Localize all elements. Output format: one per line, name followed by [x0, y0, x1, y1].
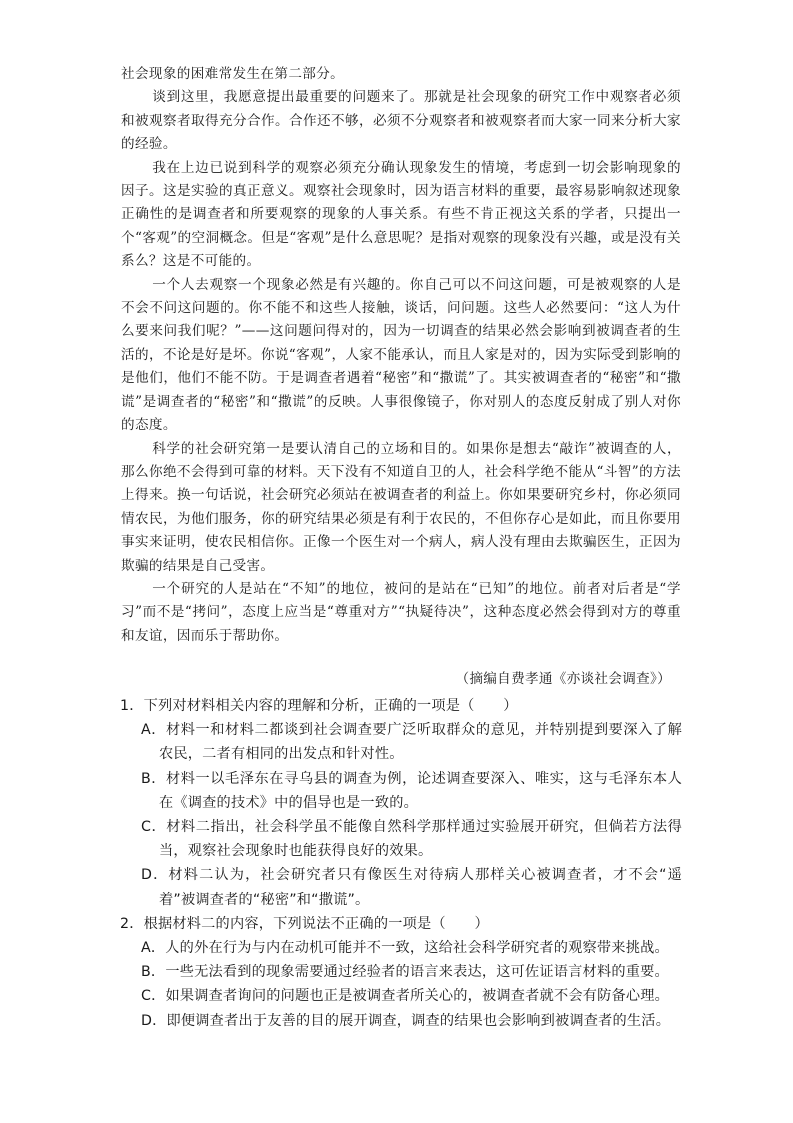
passage-source-citation: （摘编自费孝通《亦谈社会调查》） — [455, 671, 671, 687]
question-option-a: A．材料一和材料二都谈到社会调查要广泛听取群众的意见，并特别提到要深入了解农民，二者有相同的出发点和针对性。 — [141, 722, 682, 763]
passage-paragraph-1: 社会现象的困难常发生在第二部分。 — [121, 66, 345, 82]
question-option-c: C．如果调查者询问的问题也正是被调查者所关心的，被调查者就不会有防备心理。 — [141, 988, 670, 1005]
question-option-c: C．材料二指出，社会科学虽不能像自然科学那样通过实验展开研究，但倘若方法得当，观察社会现象时也能获得良好的效果。 — [141, 819, 682, 860]
question-option-b: B．一些无法看到的现象需要通过经验者的语言来表达，这可佐证语言材料的重要。 — [141, 964, 669, 981]
passage-paragraph-4: 一个人去观察一个现象必然是有兴趣的。你自己可以不问这问题，可是被观察的人是不会不问这问题的。你不能不和这些人接触，谈话，问问题。这些人必然要问：“这人为什么要来问我们呢？”——这问题问得对的，因为一切调查的结果必然会影响到被调查者的生活的，不论是好是坏。你说“客观”，人家不能承认，而且人家是对的，因为实际受到影响的是他们，他们不能不防。于是调查者遇着“秘密”和“撒谎”了。其实被调查者的“秘密”和“撒谎”是调查者的“秘密”和“撒谎”的反映。人事很像镜子，你对别人的态度反射成了别人对你的态度。 — [121, 276, 681, 434]
question-2 — [120, 912, 682, 1033]
passage-paragraph-3: 我在上边已说到科学的观察必须充分确认现象发生的情境，考虑到一切会影响现象的因子。这是实验的真正意义。观察社会现象时，因为语言材料的重要，最容易影响叙述现象正确性的是调查者和所要观察的现象的人事关系。有些不肯正视这关系的学者，只提出一个“客观”的空洞概念。但是“客观”是什么意思呢？是指对观察的现象没有兴趣，或是没有关系么？这是不可能的。 — [121, 159, 681, 270]
question-option-a: A．人的外在行为与内在动机可能并不一致，这给社会科学研究者的观察带来挑战。 — [141, 940, 669, 957]
question-1 — [120, 694, 682, 912]
question-option-d: D．材料二认为，社会研究者只有像医生对待病人那样关心被调查者，才不会“遥着”被调查者的“秘密”和“撒谎”。 — [141, 867, 682, 908]
passage-paragraph-2: 谈到这里，我愿意提出最重要的问题来了。那就是社会现象的研究工作中观察者必须和被观察者取得充分合作。合作还不够，必须不分观察者和被观察者而大家一同来分析大家的经验。 — [121, 89, 681, 153]
question-stem: 2．根据材料二的内容，下列说法不正确的一项是（ ） — [120, 915, 489, 932]
question-list — [120, 694, 682, 1033]
question-option-b: B．材料一以毛泽东在寻乌县的调查为例，论述调查要深入、唯实，这与毛泽东本人在《调查的技术》中的倡导也是一致的。 — [141, 770, 682, 811]
reading-passage — [121, 63, 681, 648]
question-stem: 1．下列对材料相关内容的理解和分析，正确的一项是（ ） — [120, 698, 518, 714]
passage-paragraph-5: 科学的社会研究第一是要认清自己的立场和目的。如果你是想去“敲诈”被调查的人，那么你绝不会得到可靠的材料。天下没有不知道自卫的人，社会科学绝不能从“斗智”的方法上得来。换一句话说，社会研究必须站在被调查者的利益上。你如果要研究乡村，你必须同情农民，为他们服务，你的研究结果必须是有利于农民的，不但你存心是如此，而且你要用事实来证明，使农民相信你。正像一个医生对一个病人，病人没有理由去欺骗医生，正因为欺骗的结果是自己受害。 — [121, 440, 681, 574]
question-option-d: D．即便调查者出于友善的目的展开调查，调查的结果也会影响到被调查者的生活。 — [141, 1012, 671, 1029]
passage-paragraph-6: 一个研究的人是站在“不知”的地位，被问的是站在“已知”的地位。前者对后者是“学习”而不是“拷问”，态度上应当是“尊重对方”“执疑待决”，这种态度必然会得到对方的尊重和友谊，因而乐于帮助你。 — [121, 580, 681, 644]
